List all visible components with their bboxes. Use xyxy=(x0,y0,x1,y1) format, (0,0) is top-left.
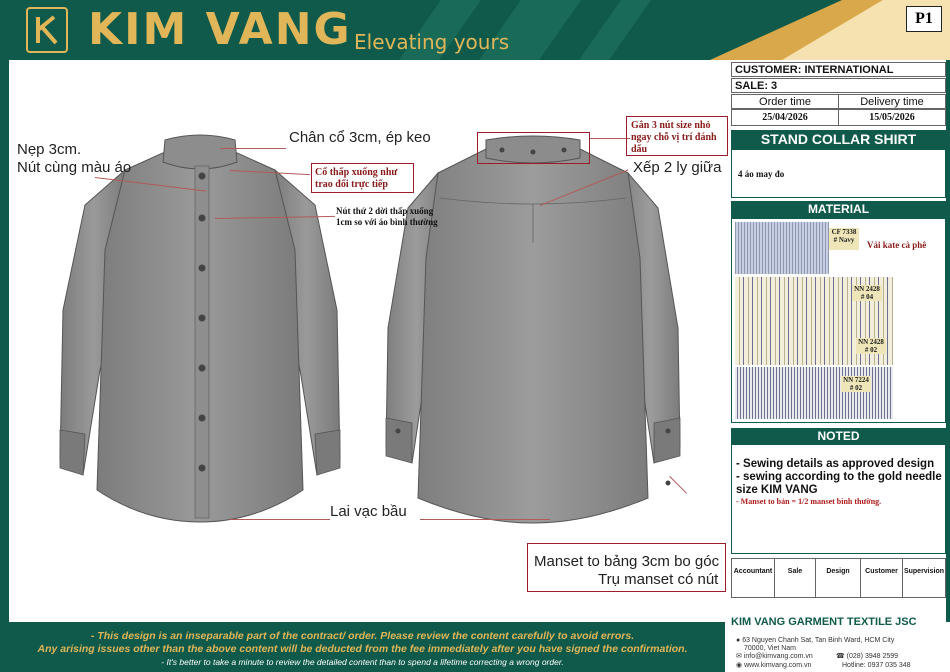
company-hotline: Hotline: 0937 035 348 xyxy=(842,662,911,669)
back-buttons-note: Gắn 3 nút size nhỏ ngay chỗ vị trí đánh dấu xyxy=(631,120,717,155)
swatch-sub: # 02 xyxy=(864,346,878,354)
order-time-label: Order time xyxy=(731,94,839,109)
second-button-note: Nút thứ 2 dời thấp xuống 1cm so với áo bình thường xyxy=(336,206,438,227)
fabric-note: Vải kate cà phê xyxy=(867,240,927,250)
swatch-label xyxy=(841,376,871,392)
noted-title: NOTED xyxy=(731,428,946,444)
mail-icon: ✉ xyxy=(736,653,744,660)
left-border xyxy=(0,60,9,622)
company-name: KIM VANG GARMENT TEXTILE JSC xyxy=(731,616,917,628)
delivery-time-value: 15/05/2026 xyxy=(838,109,946,126)
collar-note: Chân cổ 3cm, ép keo xyxy=(289,129,431,146)
phone-text: (028) 3948 2599 xyxy=(846,653,899,660)
customer-row: CUSTOMER: INTERNATIONAL xyxy=(731,62,946,77)
phone-icon: ☎ xyxy=(836,653,847,660)
brand-name: KIM VANG xyxy=(88,4,352,55)
email-text: info@kimvang.com.vn xyxy=(743,653,813,660)
swatch-label xyxy=(829,228,859,250)
order-time-value: 25/04/2026 xyxy=(731,109,839,126)
product-quantity: 4 áo may đo xyxy=(738,169,785,179)
signature-design: Design xyxy=(815,558,861,598)
noted-box xyxy=(731,444,946,554)
brand-logo xyxy=(26,7,68,53)
noted-line-3: - Manset to bản = 1/2 manset bình thường. xyxy=(736,497,882,506)
fabric-swatch xyxy=(735,367,893,419)
cuff-note-1: Manset to bảng 3cm bo góc xyxy=(534,553,720,570)
footer-line-2: Any arising issues other than the above content will be deducted from the fee immediately after you have signed the confirmation. xyxy=(37,643,688,655)
signature-accountant: Accountant xyxy=(731,558,775,598)
noted-line-1: - Sewing details as approved design xyxy=(736,458,935,470)
swatch-sub: # 04 xyxy=(860,293,874,301)
right-border xyxy=(946,60,950,622)
button-color-note: Nút cùng màu áo xyxy=(17,159,132,176)
logo-k-icon xyxy=(32,13,62,47)
header-stripe xyxy=(579,0,651,60)
swatch-label xyxy=(856,338,886,354)
back-shirt-drawing xyxy=(378,128,688,525)
sale-row: SALE: 3 xyxy=(731,78,946,93)
company-website xyxy=(736,662,811,670)
address-text: 63 Nguyen Chanh Sat, Tan Binh Ward, HCM City xyxy=(742,637,895,644)
hem-leader-line-back xyxy=(420,519,550,520)
product-box xyxy=(731,149,946,198)
brand-tagline: Elevating yours xyxy=(354,30,510,54)
hem-note: Lai vạc bầu xyxy=(330,503,407,520)
swatch-code: NN 2428 xyxy=(858,338,884,346)
collar-leader-line xyxy=(220,148,286,149)
material-title: MATERIAL xyxy=(731,201,946,218)
footer-banner xyxy=(0,622,725,672)
swatch-code: NN 2428 xyxy=(854,285,880,293)
company-address-2: 70000, Viet Nam xyxy=(744,645,797,652)
collar-low-note: Cổ thấp xuống như trao đổi trực tiếp xyxy=(315,167,398,190)
swatch-code: NN 7224 xyxy=(843,376,869,384)
fabric-swatch xyxy=(735,222,829,274)
signature-sale: Sale xyxy=(774,558,816,598)
hem-leader-line xyxy=(230,519,330,520)
swatch-label xyxy=(852,285,882,301)
company-address xyxy=(736,637,894,645)
signature-supervision: Supervision xyxy=(902,558,946,598)
cuff-note-2: Trụ manset có nút xyxy=(598,571,719,588)
product-title: STAND COLLAR SHIRT xyxy=(731,130,946,149)
delivery-time-label: Delivery time xyxy=(838,94,946,109)
globe-icon: ◉ xyxy=(736,662,745,669)
back-collar-mark-box xyxy=(477,132,590,164)
page-number: P1 xyxy=(906,6,942,32)
footer-line-3: - It's better to take a minute to review the detailed content than to spend a lifetime correcting a wrong order. xyxy=(161,657,564,667)
noted-line-2: - sewing according to the gold needle size KIM VANG xyxy=(736,471,942,496)
signature-customer: Customer xyxy=(860,558,903,598)
footer-line-1: - This design is an inseparable part of the contract/ order. Please review the content carefully to avoid errors. xyxy=(90,630,635,642)
back-buttons-leader-line xyxy=(590,138,630,139)
location-icon: ● xyxy=(736,637,743,644)
swatch-sub: # 02 xyxy=(849,384,863,392)
website-text: www.kimvang.com.vn xyxy=(744,662,812,669)
pleats-note: Xếp 2 ly giữa xyxy=(633,159,722,176)
company-phone xyxy=(836,653,898,661)
placket-note: Nẹp 3cm. xyxy=(17,141,82,158)
swatch-sub: # Navy xyxy=(833,236,855,244)
swatch-code: CF 7338 xyxy=(831,228,857,236)
company-email xyxy=(736,653,813,661)
